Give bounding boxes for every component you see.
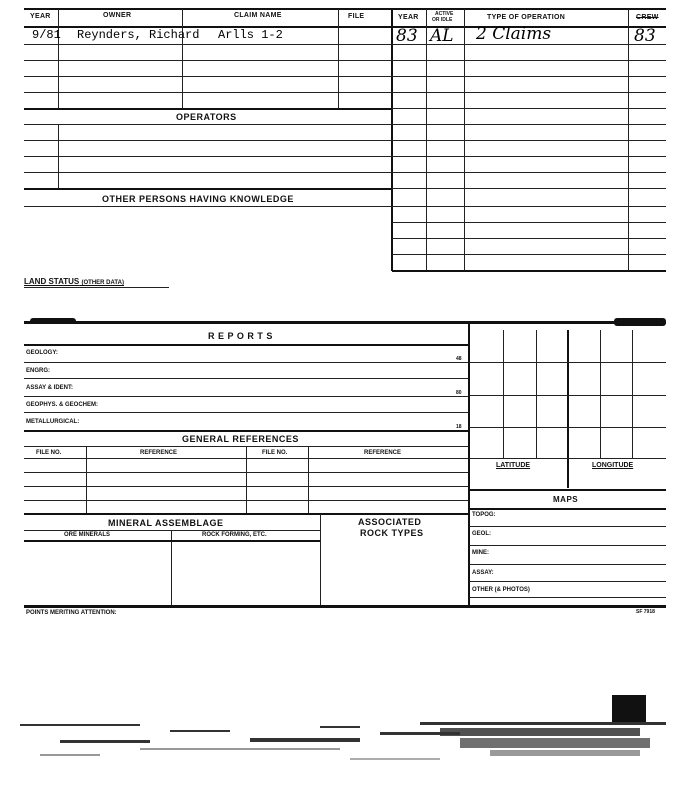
- row-line: [24, 206, 392, 207]
- longitude-label: LONGITUDE: [592, 462, 634, 469]
- grid-line: [469, 395, 666, 396]
- report-assay: ASSAY & IDENT:: [26, 385, 74, 391]
- row-line: [24, 500, 468, 501]
- row-line: [392, 222, 666, 223]
- grid-line: [503, 330, 504, 458]
- mineral-assemblage-heading: MINERAL ASSEMBLAGE: [108, 518, 224, 528]
- mineral-col-sep: [320, 514, 321, 606]
- row1-crew-handwritten: 83: [634, 26, 656, 46]
- row-line: [24, 108, 392, 110]
- header-or-idle: OR IDLE: [432, 17, 453, 23]
- row-line: [392, 254, 666, 255]
- gr-col-sep: [308, 447, 309, 513]
- maps-topog: TOPOG:: [472, 512, 496, 518]
- ink-smudge-left: [30, 318, 76, 324]
- header-crew: CREW: [636, 14, 659, 21]
- row-line: [392, 270, 666, 272]
- col-sep-claim: [338, 9, 339, 109]
- row-line: [24, 172, 666, 173]
- row1-operation-handwritten: 2 Claims: [476, 24, 552, 44]
- header-year: YEAR: [30, 13, 51, 20]
- row-line: [392, 188, 666, 189]
- reports-heading: R E P O R T S: [208, 331, 273, 341]
- row-line: [24, 540, 320, 542]
- report-metallurgical: METALLURGICAL:: [26, 419, 80, 425]
- reports-top-border: [24, 321, 666, 324]
- row-line: [469, 508, 666, 510]
- ink-smudge-right: [614, 318, 666, 326]
- maps-other: OTHER (& PHOTOS): [472, 587, 530, 593]
- form-number: SF 7918: [636, 609, 655, 615]
- col-sep-owner: [182, 9, 183, 109]
- gr-reference-2: REFERENCE: [364, 450, 402, 456]
- maps-geol: GEOL:: [472, 531, 491, 537]
- header-type-of-operation: TYPE OF OPERATION: [487, 14, 566, 21]
- header-file: FILE: [348, 13, 365, 20]
- latitude-label: LATITUDE: [496, 462, 531, 469]
- report-num-18: 18: [456, 424, 462, 430]
- gr-col-sep: [246, 447, 247, 513]
- other-persons-heading: OTHER PERSONS HAVING KNOWLEDGE: [102, 194, 294, 204]
- row-line: [24, 513, 468, 515]
- header-year-2: YEAR: [398, 14, 419, 21]
- maps-mine: MINE:: [472, 550, 489, 556]
- report-geophys: GEOPHYS. & GEOCHEM:: [26, 402, 99, 408]
- gr-reference: REFERENCE: [140, 450, 178, 456]
- associated-heading: ASSOCIATED: [358, 517, 422, 527]
- operators-col-sep: [58, 125, 59, 189]
- grid-line: [536, 330, 537, 458]
- land-status-underline: [24, 287, 169, 288]
- gr-col-sep: [86, 447, 87, 513]
- row-line: [24, 430, 468, 432]
- mineral-col-sep: [171, 531, 172, 606]
- general-references-heading: GENERAL REFERENCES: [182, 434, 299, 444]
- report-engrg: ENGRG:: [26, 368, 50, 374]
- grid-line: [632, 330, 633, 458]
- row-line: [24, 188, 392, 190]
- row-line: [24, 378, 468, 379]
- row-line: [392, 206, 666, 207]
- row-line: [469, 597, 666, 598]
- row-line: [392, 108, 666, 109]
- row-line: [24, 60, 666, 61]
- rock-forming-label: ROCK FORMING, ETC.: [202, 532, 267, 538]
- grid-line: [469, 362, 666, 363]
- row-line: [24, 76, 666, 77]
- land-status-heading: [24, 277, 124, 286]
- land-status-sub: (OTHER DATA): [81, 280, 124, 286]
- row-line: [469, 581, 666, 582]
- row-line: [469, 526, 666, 527]
- maps-assay: ASSAY:: [472, 570, 494, 576]
- row-line: [392, 238, 666, 239]
- gr-file-no: FILE NO.: [36, 450, 62, 456]
- grid-line: [567, 330, 569, 488]
- report-num-80: 80: [456, 390, 462, 396]
- maps-heading: MAPS: [553, 495, 579, 504]
- row-line: [24, 362, 468, 363]
- row1-year2-handwritten: 83: [396, 26, 418, 46]
- row-line: [24, 472, 468, 473]
- header-claim-name: CLAIM NAME: [234, 12, 282, 19]
- row1-year: 9/81: [32, 28, 61, 42]
- report-num-48: 48: [456, 356, 462, 362]
- row-line: [469, 489, 666, 491]
- ore-minerals-label: ORE MINERALS: [64, 532, 111, 538]
- grid-line: [469, 427, 666, 428]
- row-line: [24, 530, 320, 531]
- row-line: [24, 44, 666, 45]
- row1-claim-name: Arlls 1-2: [218, 28, 283, 42]
- row-line: [24, 92, 666, 93]
- col-sep-year: [58, 9, 59, 109]
- points-meriting-heading: POINTS MERITING ATTENTION:: [26, 610, 117, 616]
- row-line: [24, 396, 468, 397]
- header-owner: OWNER: [103, 12, 132, 19]
- row-line: [24, 140, 666, 141]
- rock-types-heading: ROCK TYPES: [360, 528, 424, 538]
- gr-file-no-2: FILE NO.: [262, 450, 288, 456]
- row-line: [469, 564, 666, 565]
- row-line: [24, 412, 468, 413]
- scan-noise-band: [20, 718, 666, 770]
- row1-owner: Reynders, Richard: [77, 28, 200, 42]
- land-status-label: LAND STATUS: [24, 277, 80, 286]
- bottom-border: [24, 605, 666, 608]
- row-line: [24, 124, 666, 125]
- row-line: [469, 545, 666, 546]
- row-line: [24, 156, 666, 157]
- row-line: [24, 344, 468, 346]
- header-active: ACTIVE: [435, 11, 454, 17]
- grid-line: [600, 330, 601, 458]
- top-border: [24, 8, 666, 10]
- row-line: [24, 486, 468, 487]
- operators-heading: OPERATORS: [176, 112, 237, 122]
- report-geology: GEOLOGY:: [26, 350, 58, 356]
- row1-active-handwritten: AL: [430, 26, 454, 46]
- grid-line: [469, 458, 666, 459]
